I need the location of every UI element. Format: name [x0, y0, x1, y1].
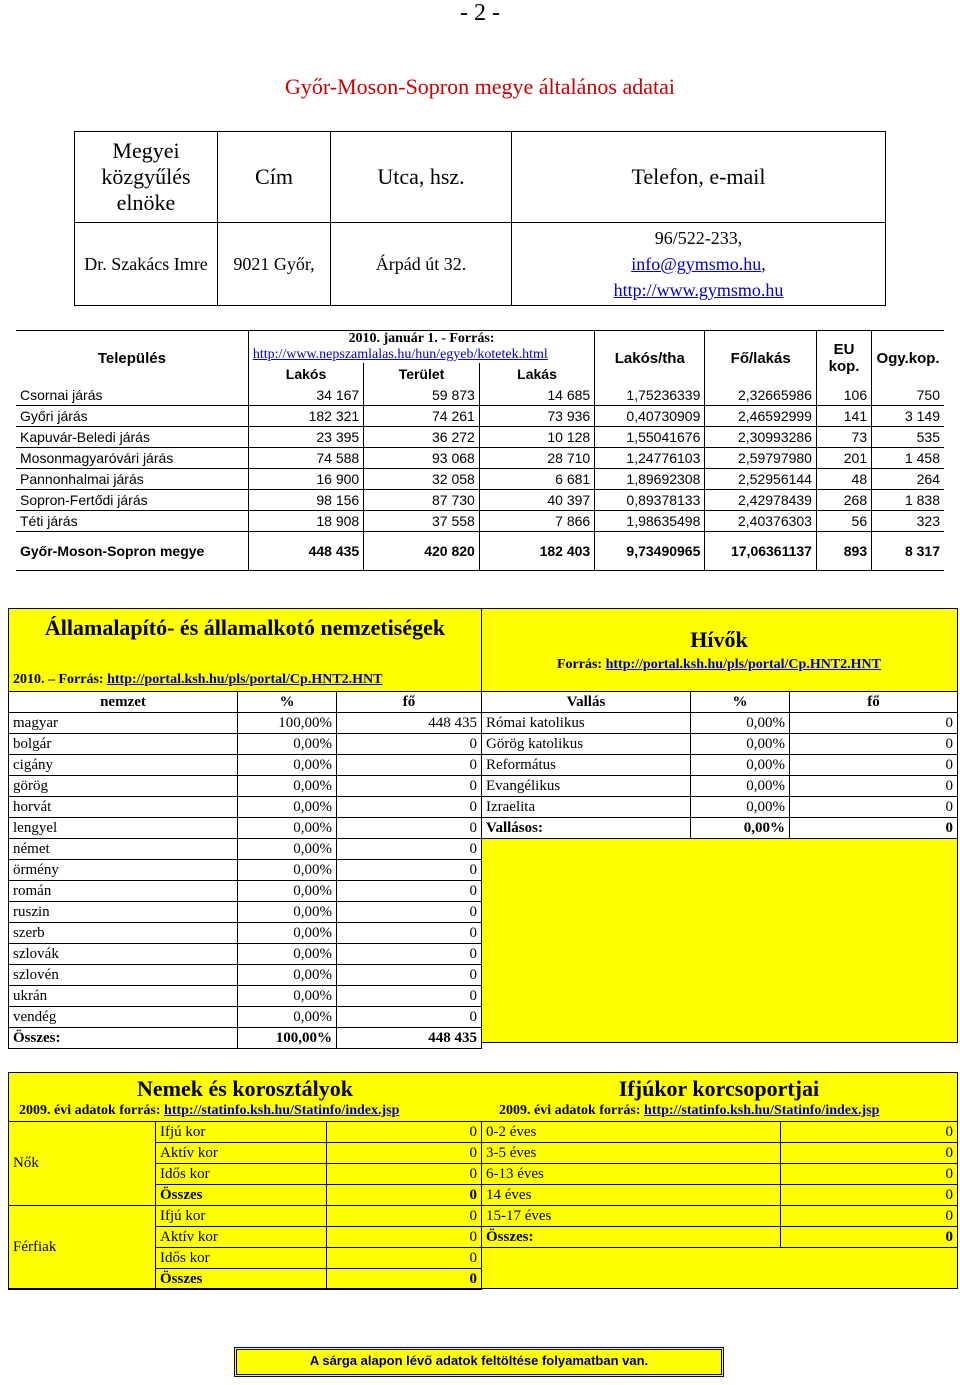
gender-youth-block — [8, 1072, 958, 1289]
district-value: 36 272 — [364, 427, 480, 448]
youth-row — [482, 1206, 958, 1227]
phone-text: 96/522-233, — [654, 228, 743, 248]
district-value: 40 397 — [479, 490, 594, 511]
district-value: 141 — [816, 406, 871, 427]
district-value: 14 685 — [479, 385, 594, 406]
age-group-label: Idős kor — [156, 1248, 327, 1269]
district-value: 201 — [816, 448, 871, 469]
page-number: - 2 - — [460, 0, 500, 26]
district-name: Pannonhalmai járás — [16, 469, 248, 490]
religion-percent: 0,00% — [691, 797, 790, 818]
nationality-row — [9, 902, 482, 923]
religion-source-link[interactable]: http://portal.ksh.hu/pls/portal/Cp.HNT2.HNT — [605, 657, 881, 672]
youth-age-label: 3-5 éves — [482, 1143, 781, 1164]
nationality-name: szlovén — [9, 965, 238, 986]
district-row — [16, 511, 944, 532]
nationality-count: 0 — [337, 986, 482, 1007]
nationality-percent: 0,00% — [238, 755, 337, 776]
header-eu-kop: EU kop. — [816, 331, 871, 386]
nationality-rows — [9, 692, 482, 1049]
district-value: 28 710 — [479, 448, 594, 469]
nationality-name: cigány — [9, 755, 238, 776]
nationality-name: vendég — [9, 1007, 238, 1028]
youth-age-value: 0 — [781, 1206, 958, 1227]
religion-count: 0 — [790, 713, 958, 734]
district-row — [16, 406, 944, 427]
nationality-name: ukrán — [9, 986, 238, 1007]
youth-source-prefix: 2009. évi adatok forrás: — [499, 1103, 641, 1118]
religion-name: Református — [482, 755, 691, 776]
district-value: 74 261 — [364, 406, 480, 427]
district-value: 23 395 — [248, 427, 363, 448]
youth-table — [481, 1121, 958, 1248]
nationality-count: 0 — [337, 797, 482, 818]
age-group-label: Ifjú kor — [156, 1206, 327, 1227]
religion-percent: 0,00% — [691, 713, 790, 734]
youth-age-label: 6-13 éves — [482, 1164, 781, 1185]
age-group-value: 0 — [327, 1269, 482, 1290]
district-value: 750 — [872, 385, 944, 406]
age-group-value: 0 — [327, 1143, 482, 1164]
district-value: 323 — [872, 511, 944, 532]
religion-row — [482, 797, 958, 818]
nationality-name: görög — [9, 776, 238, 797]
religion-col-header: % — [691, 692, 790, 713]
nationality-religion-block — [8, 608, 958, 1046]
district-value: 74 588 — [248, 448, 363, 469]
total-cell: 8 317 — [872, 532, 944, 571]
nationality-percent: 0,00% — [238, 881, 337, 902]
age-group-value: 0 — [327, 1164, 482, 1185]
nationality-count: 0 — [337, 755, 482, 776]
nationality-total-label: Összes: — [9, 1028, 238, 1049]
youth-age-value: 0 — [781, 1185, 958, 1206]
gender-age-source-link[interactable]: http://statinfo.ksh.hu/Statinfo/index.jsp — [164, 1103, 400, 1118]
age-group-value: 0 — [327, 1122, 482, 1143]
district-value: 7 866 — [479, 511, 594, 532]
youth-source-link[interactable]: http://statinfo.ksh.hu/Statinfo/index.jsp — [644, 1103, 880, 1118]
gender-age-row — [9, 1122, 482, 1143]
nationality-count: 0 — [337, 881, 482, 902]
nationality-count: 0 — [337, 776, 482, 797]
age-group-label: Aktív kor — [156, 1143, 327, 1164]
youth-row — [482, 1185, 958, 1206]
youth-row — [482, 1122, 958, 1143]
district-value: 87 730 — [364, 490, 480, 511]
religion-percent: 0,00% — [691, 755, 790, 776]
district-value: 18 908 — [248, 511, 363, 532]
nationality-row — [9, 923, 482, 944]
nationality-percent: 0,00% — [238, 734, 337, 755]
religion-count: 0 — [790, 734, 958, 755]
header-lakos-tha: Lakós/tha — [595, 331, 705, 386]
nationality-count: 0 — [337, 839, 482, 860]
age-group-value: 0 — [327, 1227, 482, 1248]
president-name: Dr. Szakács Imre — [75, 223, 218, 306]
youth-row — [482, 1164, 958, 1185]
nationality-name: szerb — [9, 923, 238, 944]
district-value: 1,75236339 — [595, 385, 705, 406]
nationality-count: 0 — [337, 860, 482, 881]
nationality-name: román — [9, 881, 238, 902]
district-row — [16, 490, 944, 511]
address-city: 9021 Győr, — [218, 223, 331, 306]
nationality-row — [9, 986, 482, 1007]
district-rows — [16, 385, 944, 532]
religion-name: Görög katolikus — [482, 734, 691, 755]
religion-row — [482, 776, 958, 797]
nationality-row — [9, 818, 482, 839]
religion-count: 0 — [790, 776, 958, 797]
nationality-percent: 0,00% — [238, 986, 337, 1007]
nationality-percent: 0,00% — [238, 1007, 337, 1028]
subheader-terulet: Terület — [364, 363, 480, 385]
header-ogy-kop: Ogy.kop. — [872, 331, 944, 386]
district-value: 48 — [816, 469, 871, 490]
religion-row — [482, 713, 958, 734]
district-name: Sopron-Fertődi járás — [16, 490, 248, 511]
district-value: 59 873 — [364, 385, 480, 406]
district-value: 2,42978439 — [705, 490, 817, 511]
district-value: 93 068 — [364, 448, 480, 469]
district-value: 2,32665986 — [705, 385, 817, 406]
religion-total-row — [482, 818, 958, 839]
district-name: Kapuvár-Beledi járás — [16, 427, 248, 448]
nationality-count: 0 — [337, 1007, 482, 1028]
nationality-table — [8, 691, 482, 1049]
nationality-count: 0 — [337, 923, 482, 944]
header-contact: Telefon, e-mail — [512, 132, 886, 223]
total-cell: 893 — [816, 532, 871, 571]
district-value: 16 900 — [248, 469, 363, 490]
district-value: 6 681 — [479, 469, 594, 490]
religion-total-percent: 0,00% — [691, 818, 790, 839]
nationality-col-header: nemzet — [9, 692, 238, 713]
age-group-value: 0 — [327, 1248, 482, 1269]
district-value: 10 128 — [479, 427, 594, 448]
total-cell: 448 435 — [248, 532, 363, 571]
nationality-header-row — [9, 692, 482, 713]
district-value: 37 558 — [364, 511, 480, 532]
nationality-name: szlovák — [9, 944, 238, 965]
nationality-source-link[interactable]: http://portal.ksh.hu/pls/portal/Cp.HNT2.HNT — [107, 672, 383, 687]
header-source — [248, 331, 594, 364]
nationality-percent: 0,00% — [238, 776, 337, 797]
nationality-total-row — [9, 1028, 482, 1049]
district-value: 1 458 — [872, 448, 944, 469]
nationality-row — [9, 713, 482, 734]
district-value: 73 — [816, 427, 871, 448]
religion-table — [481, 691, 958, 839]
nationality-col-header: fő — [337, 692, 482, 713]
religion-source — [481, 657, 957, 673]
nationality-row — [9, 965, 482, 986]
district-value: 1,55041676 — [595, 427, 705, 448]
note-box: A sárga alapon lévő adatok feltöltése folyamatban van. — [234, 1347, 724, 1377]
gender-age-source-prefix: 2009. évi adatok forrás: — [19, 1103, 161, 1118]
men-label: Férfiak — [9, 1206, 156, 1290]
age-group-label: Összes — [156, 1185, 327, 1206]
total-cell: 182 403 — [479, 532, 594, 571]
religion-name: Izraelita — [482, 797, 691, 818]
page-title: Győr-Moson-Sopron megye általános adatai — [285, 74, 675, 99]
district-value: 2,46592999 — [705, 406, 817, 427]
nationality-percent: 0,00% — [238, 965, 337, 986]
youth-row — [482, 1143, 958, 1164]
religion-header-row — [482, 692, 958, 713]
district-name: Mosonmagyaróvári járás — [16, 448, 248, 469]
header-settlement: Település — [16, 331, 248, 386]
district-value: 182 321 — [248, 406, 363, 427]
header-fo-lakas: Fő/lakás — [705, 331, 817, 386]
religion-col-header: fő — [790, 692, 958, 713]
gender-age-source — [19, 1103, 399, 1119]
district-table — [16, 330, 944, 571]
gender-age-row — [9, 1206, 482, 1227]
source-link[interactable]: http://www.nepszamlalas.hu/hun/egyeb/kotetek.html — [252, 347, 548, 362]
nationality-row — [9, 755, 482, 776]
nationality-row — [9, 734, 482, 755]
women-label: Nők — [9, 1122, 156, 1206]
district-name: Csornai járás — [16, 385, 248, 406]
religion-count: 0 — [790, 797, 958, 818]
nationality-title: Államalapító- és államalkotó nemzetiségek — [44, 615, 446, 640]
block2-divider — [481, 609, 482, 691]
contact-table — [74, 131, 886, 306]
district-value: 3 149 — [872, 406, 944, 427]
district-value: 0,89378133 — [595, 490, 705, 511]
age-group-label: Idős kor — [156, 1164, 327, 1185]
youth-age-label: 0-2 éves — [482, 1122, 781, 1143]
youth-age-value: 0 — [781, 1164, 958, 1185]
district-row — [16, 448, 944, 469]
nationality-count: 0 — [337, 944, 482, 965]
address-street: Árpád út 32. — [331, 223, 512, 306]
nationality-name: magyar — [9, 713, 238, 734]
age-group-label: Aktív kor — [156, 1227, 327, 1248]
age-group-label: Ifjú kor — [156, 1122, 327, 1143]
nationality-total-percent: 100,00% — [238, 1028, 337, 1049]
email-suffix: , — [761, 254, 766, 274]
religion-name: Evangélikus — [482, 776, 691, 797]
contact-cell — [512, 223, 886, 306]
district-value: 73 936 — [479, 406, 594, 427]
total-cell: 9,73490965 — [595, 532, 705, 571]
district-value: 1,89692308 — [595, 469, 705, 490]
nationality-percent: 0,00% — [238, 860, 337, 881]
district-value: 535 — [872, 427, 944, 448]
email-link[interactable]: info@gymsmo.hu — [631, 254, 762, 274]
youth-age-value: 0 — [781, 1143, 958, 1164]
source-label: 2010. január 1. - Forrás: — [348, 331, 495, 346]
youth-total-row — [482, 1227, 958, 1248]
religion-title: Hívők — [690, 627, 748, 652]
nationality-source — [13, 672, 383, 688]
nationality-count: 0 — [337, 902, 482, 923]
nationality-count: 0 — [337, 734, 482, 755]
religion-source-prefix: Forrás: — [557, 657, 603, 672]
age-group-label: Összes — [156, 1269, 327, 1290]
religion-name: Római katolikus — [482, 713, 691, 734]
gender-age-title: Nemek és korosztályok — [137, 1076, 353, 1101]
header-street: Utca, hsz. — [331, 132, 512, 223]
nationality-percent: 0,00% — [238, 797, 337, 818]
district-value: 2,40376303 — [705, 511, 817, 532]
nationality-count: 0 — [337, 965, 482, 986]
nationality-total-count: 448 435 — [337, 1028, 482, 1049]
nationality-row — [9, 776, 482, 797]
religion-row — [482, 755, 958, 776]
nationality-row — [9, 797, 482, 818]
district-value: 106 — [816, 385, 871, 406]
nationality-percent: 0,00% — [238, 818, 337, 839]
nationality-col-header: % — [238, 692, 337, 713]
youth-source — [499, 1103, 879, 1119]
youth-title: Ifjúkor korcsoportjai — [618, 1076, 820, 1101]
district-name: Győri járás — [16, 406, 248, 427]
total-cell: 17,06361137 — [705, 532, 817, 571]
youth-rows — [482, 1122, 958, 1248]
religion-rows — [482, 692, 958, 839]
nationality-row — [9, 1007, 482, 1028]
district-row — [16, 427, 944, 448]
district-row — [16, 385, 944, 406]
nationality-row — [9, 839, 482, 860]
district-row — [16, 469, 944, 490]
nationality-row — [9, 944, 482, 965]
district-value: 98 156 — [248, 490, 363, 511]
total-name: Győr-Moson-Sopron megye — [20, 543, 205, 559]
age-group-value: 0 — [327, 1206, 482, 1227]
religion-total-count: 0 — [790, 818, 958, 839]
religion-total-label: Vallásos: — [482, 818, 691, 839]
subheader-lakos: Lakós — [248, 363, 363, 385]
nationality-source-prefix: 2010. – Forrás: — [13, 672, 104, 687]
youth-total-label: Összes: — [482, 1227, 781, 1248]
nationality-row — [9, 881, 482, 902]
youth-age-label: 14 éves — [482, 1185, 781, 1206]
district-value: 1 838 — [872, 490, 944, 511]
district-value: 2,52956144 — [705, 469, 817, 490]
subheader-lakas: Lakás — [479, 363, 594, 385]
nationality-name: horvát — [9, 797, 238, 818]
nationality-name: lengyel — [9, 818, 238, 839]
district-value: 268 — [816, 490, 871, 511]
nationality-percent: 0,00% — [238, 839, 337, 860]
nationality-count: 0 — [337, 818, 482, 839]
religion-col-header: Vallás — [482, 692, 691, 713]
religion-count: 0 — [790, 755, 958, 776]
district-value: 34 167 — [248, 385, 363, 406]
age-group-value: 0 — [327, 1185, 482, 1206]
district-value: 2,30993286 — [705, 427, 817, 448]
district-value: 2,59797980 — [705, 448, 817, 469]
district-value: 0,40730909 — [595, 406, 705, 427]
nationality-percent: 0,00% — [238, 944, 337, 965]
nationality-row — [9, 860, 482, 881]
district-value: 56 — [816, 511, 871, 532]
district-value: 32 058 — [364, 469, 480, 490]
nationality-percent: 0,00% — [238, 902, 337, 923]
header-president: Megyei közgyűlés elnöke — [75, 132, 218, 223]
nationality-name: ruszin — [9, 902, 238, 923]
district-value: 1,98635498 — [595, 511, 705, 532]
gender-age-rows — [9, 1122, 482, 1290]
district-value: 1,24776103 — [595, 448, 705, 469]
religion-row — [482, 734, 958, 755]
nationality-count: 448 435 — [337, 713, 482, 734]
district-name: Téti járás — [16, 511, 248, 532]
nationality-name: örmény — [9, 860, 238, 881]
nationality-name: német — [9, 839, 238, 860]
religion-percent: 0,00% — [691, 734, 790, 755]
nationality-percent: 100,00% — [238, 713, 337, 734]
header-address: Cím — [218, 132, 331, 223]
nationality-name: bolgár — [9, 734, 238, 755]
gender-age-table — [8, 1121, 482, 1290]
youth-age-label: 15-17 éves — [482, 1206, 781, 1227]
district-value: 264 — [872, 469, 944, 490]
youth-age-value: 0 — [781, 1122, 958, 1143]
religion-percent: 0,00% — [691, 776, 790, 797]
website-link[interactable]: http://www.gymsmo.hu — [613, 280, 784, 300]
total-cell: 420 820 — [364, 532, 480, 571]
nationality-percent: 0,00% — [238, 923, 337, 944]
youth-total-value: 0 — [781, 1227, 958, 1248]
